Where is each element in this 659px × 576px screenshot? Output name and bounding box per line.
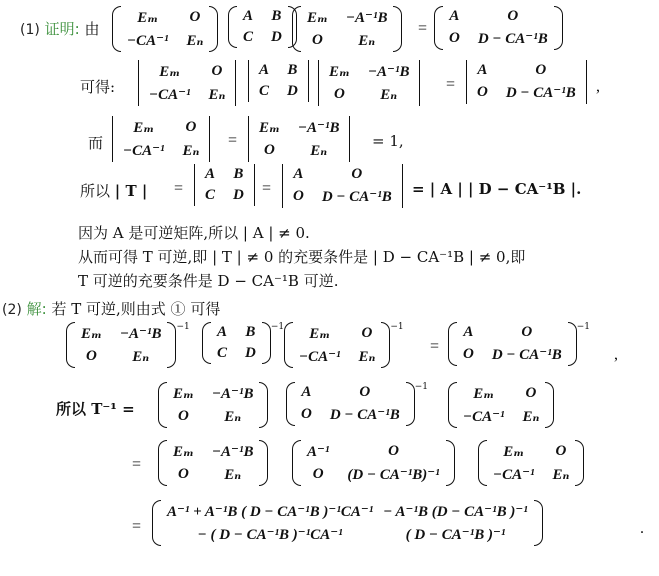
line-from-det: 可得: — [80, 78, 116, 96]
so-word: 所以 — [80, 182, 111, 200]
cell: O — [449, 30, 460, 46]
part2-solution-label: 解: — [26, 300, 47, 318]
cell: −CA⁻¹ — [127, 33, 169, 49]
cell: Eₙ — [208, 87, 226, 103]
cell: Eₘ — [307, 10, 328, 26]
cell: O — [301, 406, 312, 422]
cell: Eₙ — [358, 349, 376, 365]
cell: −A⁻¹B — [297, 120, 340, 136]
cell: D — [287, 83, 298, 99]
matrix-e-ab — [292, 6, 402, 52]
cell: Eₙ — [380, 87, 398, 103]
cell: A — [259, 62, 270, 78]
cell: Eₙ — [522, 409, 540, 425]
line-and: 而 — [88, 134, 104, 152]
cell: D — [245, 345, 256, 361]
cell: −CA⁻¹ — [149, 87, 191, 103]
cell: O — [555, 443, 567, 459]
cell: B — [245, 324, 256, 340]
cell: A — [477, 62, 488, 78]
cell: Eₘ — [133, 120, 155, 136]
cell: A — [449, 8, 460, 24]
t-inv2-e-ca — [478, 440, 584, 486]
equals-sign: = — [174, 180, 184, 197]
part2-label — [2, 298, 220, 319]
cell: A⁻¹ + A⁻¹B ( D − CA⁻¹B )⁻¹CA⁻¹ — [167, 504, 374, 520]
cell: B — [271, 8, 282, 24]
cell: D − CA⁻¹B — [321, 189, 392, 205]
cell: D − CA⁻¹B — [329, 407, 400, 423]
cell: O — [525, 385, 537, 401]
cell: O — [351, 166, 363, 182]
cell: O — [185, 119, 197, 135]
cell: D − CA⁻¹B — [491, 347, 562, 363]
det-e-ca — [134, 60, 240, 106]
cell: − A⁻¹B (D − CA⁻¹B )⁻¹ — [383, 504, 528, 520]
cell: D — [271, 29, 282, 45]
equals-sign: = — [262, 180, 272, 197]
cell: A⁻¹ — [307, 444, 330, 460]
cell: Eₙ — [132, 349, 150, 365]
det-e-ab-2 — [244, 116, 354, 162]
det-abcd — [244, 60, 313, 102]
equals-sign: = — [418, 20, 428, 37]
comma: , — [614, 346, 618, 363]
cell: O — [507, 8, 519, 24]
cell: O — [312, 466, 324, 482]
inv-a-d — [448, 322, 590, 366]
cell: −CA⁻¹ — [299, 349, 341, 365]
period: . — [640, 520, 644, 537]
result: = | A | | D − CA⁻¹B |. — [412, 180, 582, 198]
cell: O — [359, 384, 371, 400]
det-abcd-2 — [190, 164, 259, 206]
cell: A — [293, 166, 304, 182]
det-a-d-2 — [278, 164, 407, 208]
equals-sign: = — [132, 456, 142, 473]
cell: A — [217, 324, 228, 340]
cell: −CA⁻¹ — [493, 467, 535, 483]
equals-sign: = — [228, 132, 238, 149]
final-matrix — [152, 500, 543, 546]
reason-3: T 可逆的充要条件是 D − CA⁻¹B 可逆. — [78, 272, 339, 290]
cell: ( D − CA⁻¹B )⁻¹ — [405, 527, 506, 543]
cell: − ( D − CA⁻¹B )⁻¹CA⁻¹ — [197, 527, 343, 543]
cell: O — [189, 9, 201, 25]
cell: O — [463, 346, 474, 362]
t-inv-a-d — [286, 382, 428, 426]
equals-sign: = — [446, 76, 456, 93]
cell: A — [463, 324, 474, 340]
part1-number: (1) — [20, 22, 40, 38]
cell: A — [205, 166, 216, 182]
inverse-superscript: −1 — [390, 322, 404, 332]
cell: D — [233, 187, 244, 203]
cell: Eₘ — [473, 386, 495, 402]
cell: D − CA⁻¹B — [477, 31, 548, 47]
t-inv2-ainv-d — [292, 440, 455, 486]
cell: Eₘ — [137, 10, 159, 26]
cell: O — [264, 142, 275, 158]
inv-e-ab — [66, 322, 190, 368]
part1-proof-label: 证明: — [44, 20, 80, 38]
det-e-ab — [314, 60, 424, 106]
cell: Eₙ — [310, 143, 328, 159]
reason-2: 从而可得 T 可逆,即 | T | ≠ 0 的充要条件是 | D − CA⁻¹B | ≠ 0,即 — [78, 248, 526, 266]
cell: Eₙ — [224, 467, 242, 483]
t-inverse-lhs: 所以 T⁻¹ = — [56, 400, 135, 418]
cell: O — [178, 466, 189, 482]
inverse-superscript: −1 — [270, 322, 285, 332]
part1-intro: 由 — [84, 20, 100, 38]
cell: O — [521, 324, 533, 340]
matrix-e-ca — [112, 6, 218, 52]
cell: O — [293, 188, 304, 204]
cell: A — [243, 8, 254, 24]
cell: B — [233, 166, 244, 182]
cell: −A⁻¹B — [345, 10, 388, 26]
cell: O — [312, 32, 323, 48]
cell: O — [86, 348, 97, 364]
eq-one: = 1, — [372, 132, 404, 150]
cell: −CA⁻¹ — [463, 409, 505, 425]
inverse-superscript: −1 — [576, 322, 590, 332]
cell: −A⁻¹B — [211, 386, 254, 402]
det-t: | T | — [114, 182, 148, 200]
cell: Eₙ — [552, 467, 570, 483]
matrix-a-d — [434, 6, 563, 50]
t-inv2-e-ab — [158, 440, 268, 486]
cell: Eₘ — [159, 64, 181, 80]
cell: Eₘ — [173, 386, 194, 402]
det-a-d — [462, 60, 591, 104]
cell: Eₙ — [358, 33, 376, 49]
cell: C — [259, 83, 270, 99]
inv-e-ca — [284, 322, 404, 368]
cell: −CA⁻¹ — [123, 143, 165, 159]
cell: O — [388, 443, 399, 459]
cell: B — [287, 62, 298, 78]
cell: O — [477, 84, 488, 100]
inverse-superscript: −1 — [176, 322, 190, 332]
cell: −A⁻¹B — [367, 64, 410, 80]
reason-1: 因为 A 是可逆矩阵,所以 | A | ≠ 0. — [78, 224, 310, 242]
cell: O — [535, 62, 547, 78]
cell: −A⁻¹B — [119, 326, 162, 342]
cell: Eₘ — [173, 444, 194, 460]
cell: A — [301, 384, 312, 400]
cell: Eₙ — [224, 409, 242, 425]
cell: Eₘ — [259, 120, 280, 136]
inv-abcd — [202, 322, 284, 364]
matrix-abcd — [228, 6, 297, 48]
part2-intro: 若 T 可逆,则由式 ① 可得 — [51, 300, 221, 318]
equals-sign: = — [430, 338, 440, 355]
cell: Eₘ — [81, 326, 102, 342]
t-inv-e-ca — [448, 382, 554, 428]
cell: O — [211, 63, 223, 79]
cell: C — [205, 187, 216, 203]
cell: Eₘ — [503, 444, 525, 460]
det-e-ca-2 — [108, 116, 214, 162]
cell: D − CA⁻¹B — [505, 85, 576, 101]
cell: Eₙ — [186, 33, 204, 49]
cell: O — [361, 325, 373, 341]
t-inv-e-ab — [158, 382, 268, 428]
cell: O — [178, 408, 189, 424]
part1-label — [20, 18, 99, 39]
cell: (D − CA⁻¹B)⁻¹ — [347, 467, 440, 483]
cell: Eₘ — [329, 64, 350, 80]
cell: −A⁻¹B — [211, 444, 254, 460]
cell: Eₘ — [309, 326, 331, 342]
cell: Eₙ — [182, 143, 200, 159]
line-so — [80, 180, 147, 201]
equals-sign: = — [132, 518, 142, 535]
part2-number: (2) — [2, 302, 22, 318]
inverse-superscript: −1 — [414, 382, 428, 392]
comma: , — [596, 78, 600, 95]
cell: O — [334, 86, 345, 102]
cell: C — [243, 29, 254, 45]
cell: C — [217, 345, 228, 361]
